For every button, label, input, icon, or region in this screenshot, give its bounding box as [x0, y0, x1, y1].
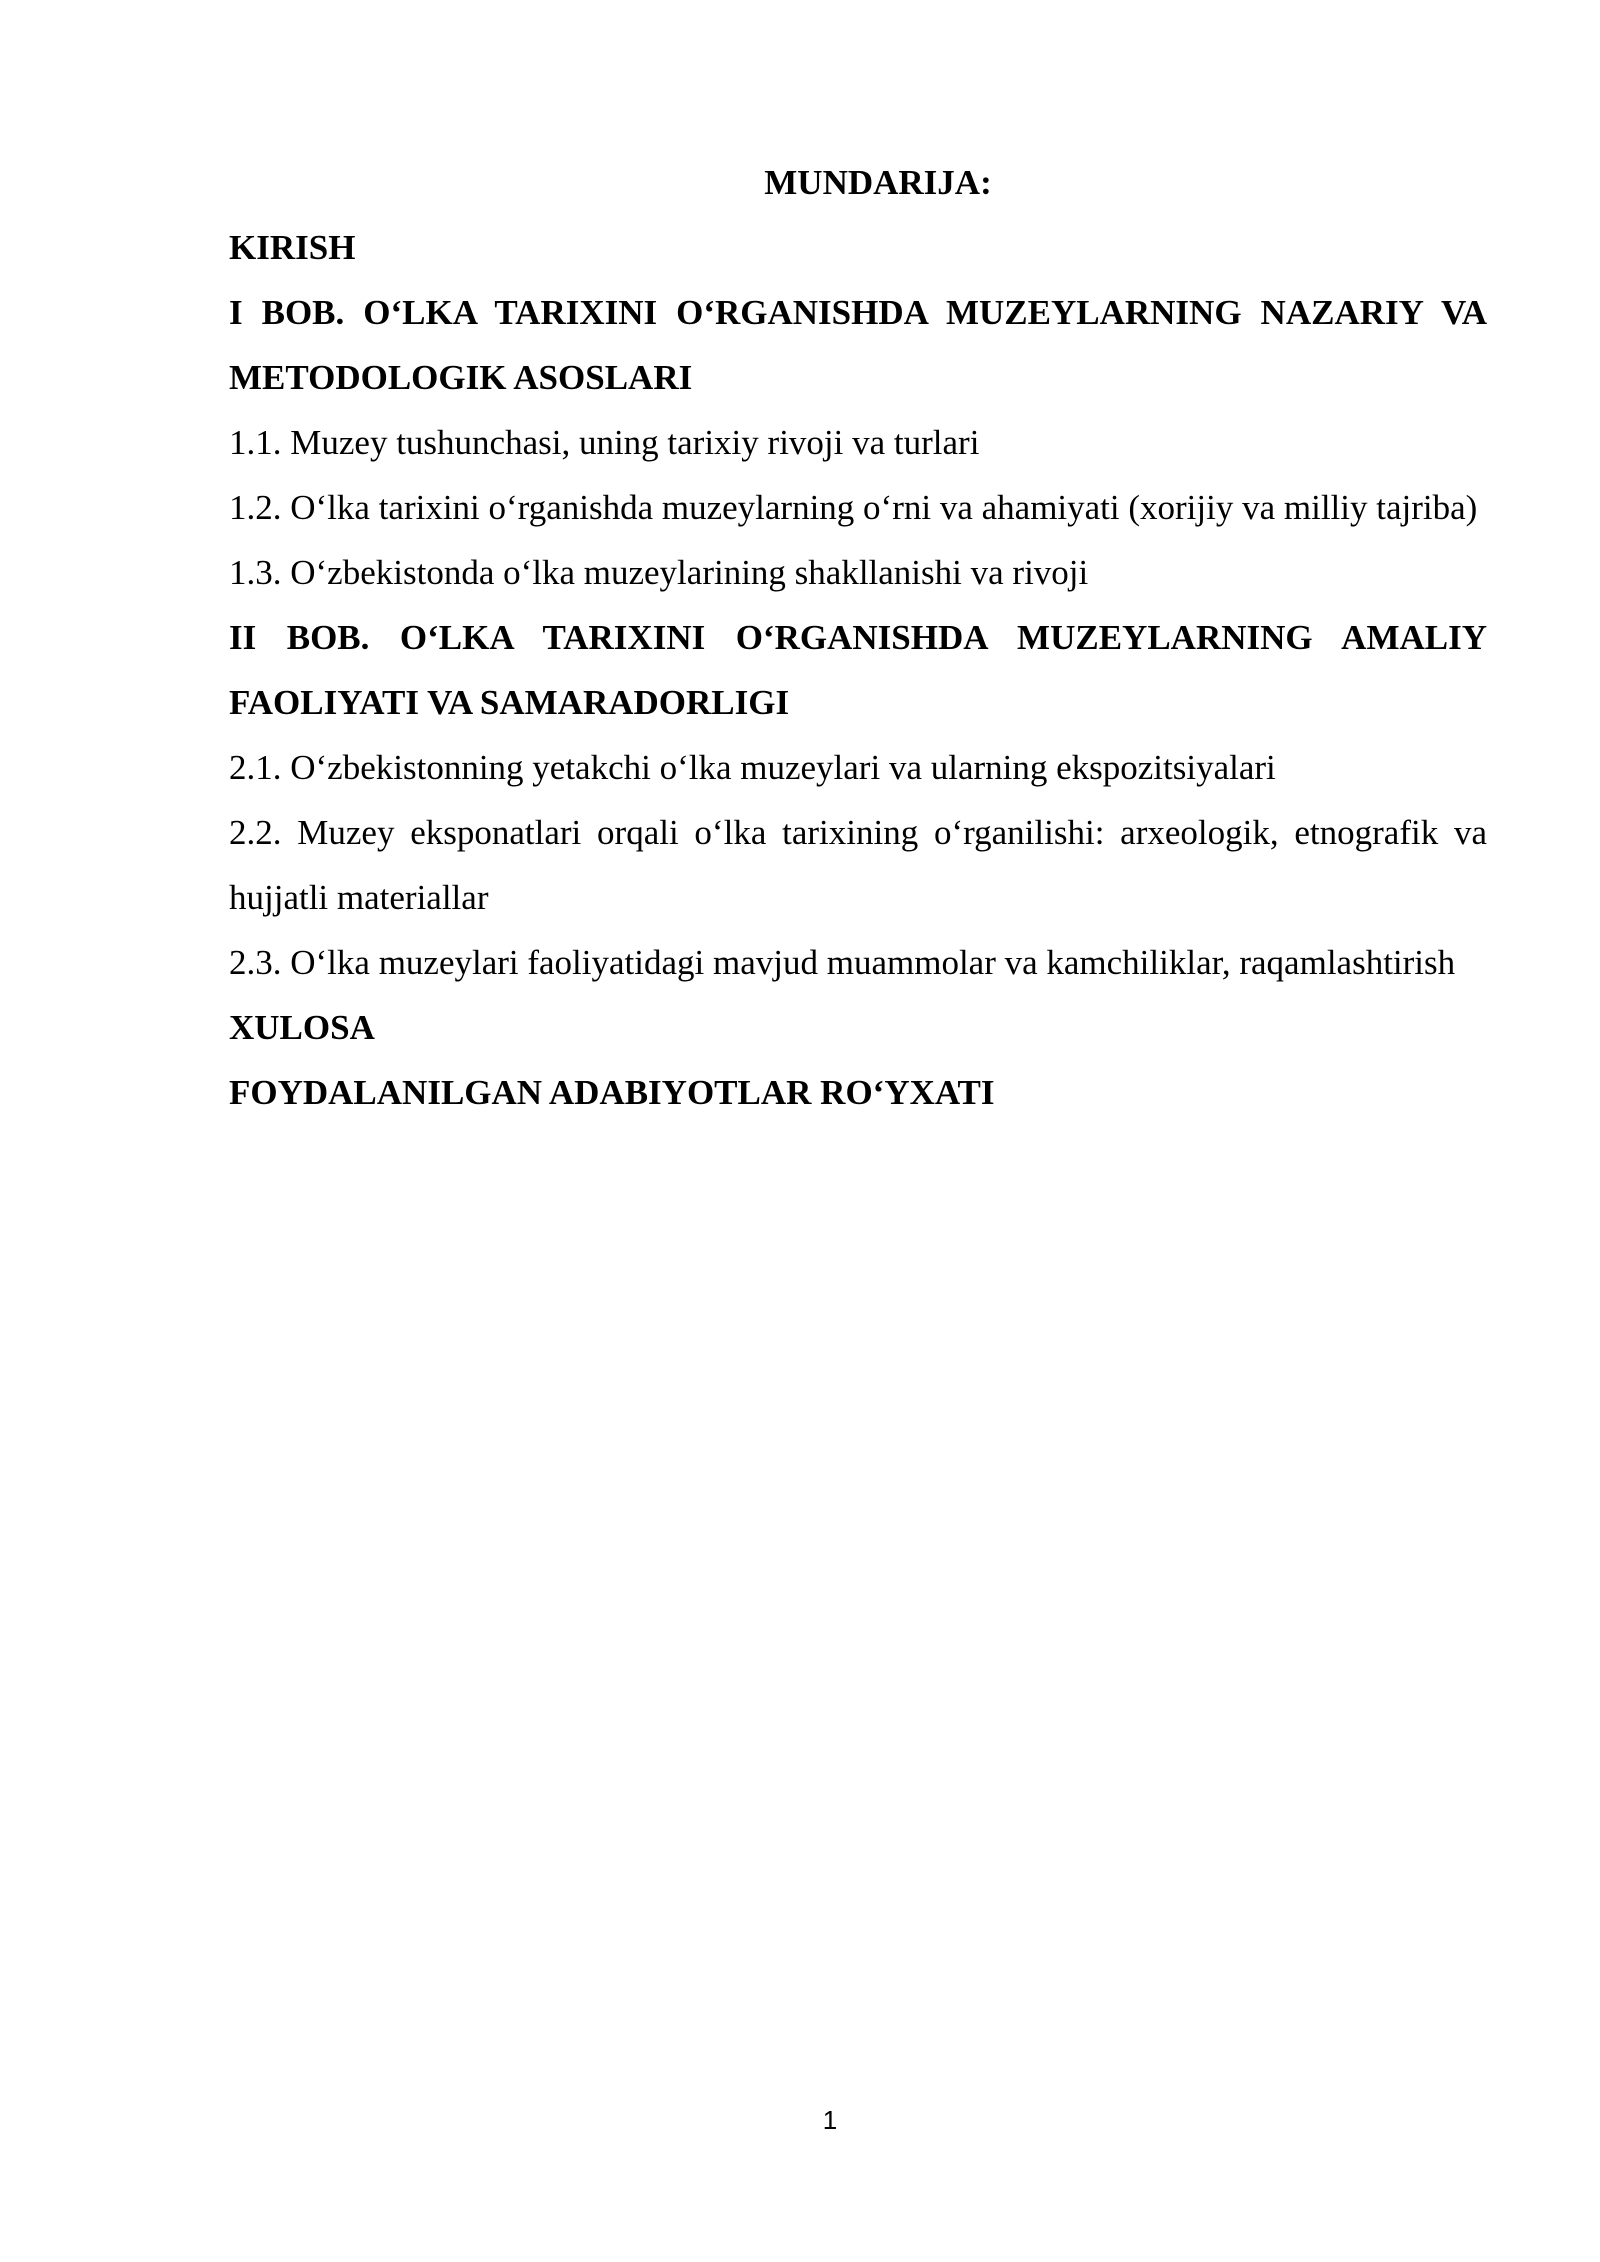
toc-item-section-2-1: 2.1. O‘zbekistonning yetakchi o‘lka muzeylari va ularning ekspozitsiyalari — [229, 748, 1276, 787]
toc-item-references: FOYDALANILGAN ADABIYOTLAR RO‘YXATI — [229, 1073, 995, 1112]
toc-list — [229, 215, 1487, 1125]
toc-item-chapter-1: I BOB. O‘LKA TARIXINI O‘RGANISHDA MUZEYLARNING NAZARIY VA METODOLOGIK ASOSLARI — [229, 293, 1487, 397]
toc-item-section-2-3: 2.3. O‘lka muzeylari faoliyatidagi mavjud muammolar va kamchiliklar, raqamlashtirish — [229, 943, 1456, 982]
toc-item-chapter-2: II BOB. O‘LKA TARIXINI O‘RGANISHDA MUZEYLARNING AMALIY FAOLIYATI VA SAMARADORLIGI — [229, 618, 1487, 722]
toc-item-section-1-1: 1.1. Muzey tushunchasi, uning tarixiy rivoji va turlari — [229, 423, 980, 462]
table-of-contents — [229, 150, 1487, 1125]
toc-item-section-2-2: 2.2. Muzey eksponatlari orqali o‘lka tarixining o‘rganilishi: arxeologik, etnografik va hujjatli materiallar — [229, 813, 1487, 917]
toc-item-section-1-3: 1.3. O‘zbekistonda o‘lka muzeylarining shakllanishi va rivoji — [229, 553, 1089, 592]
toc-item-conclusion: XULOSA — [229, 1008, 375, 1047]
toc-item-introduction: KIRISH — [229, 228, 356, 267]
page-number: 1 — [822, 2105, 838, 2135]
toc-item-section-1-2: 1.2. O‘lka tarixini o‘rganishda muzeylarning o‘rni va ahamiyati (xorijiy va milliy tajriba) — [229, 488, 1478, 527]
page-title: MUNDARIJA: — [764, 163, 992, 202]
